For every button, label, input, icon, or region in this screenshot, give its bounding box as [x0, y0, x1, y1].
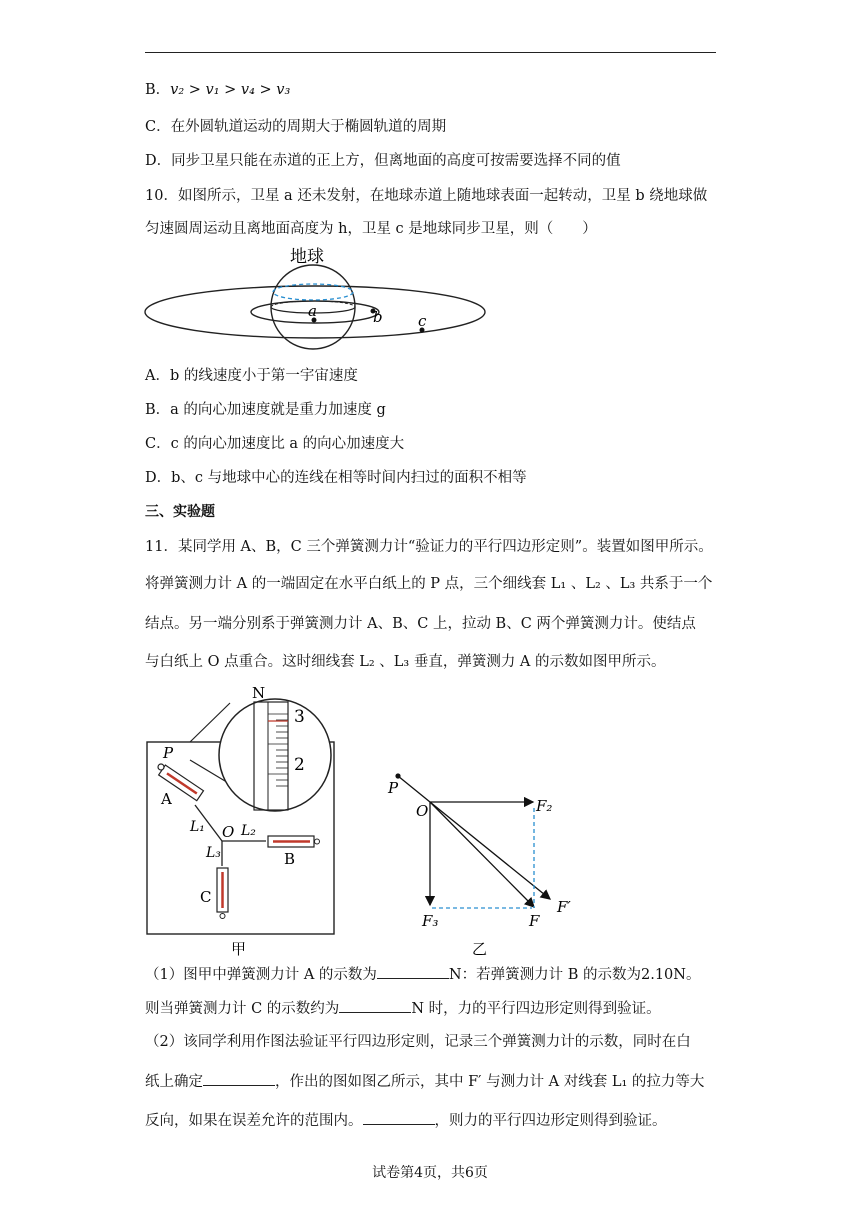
yi-arrow-Fprime	[430, 802, 550, 899]
q11-line1: 11．某同学用 A、B，C 三个弹簧测力计“验证力的平行四边形定则”。装置如图甲所示。	[145, 539, 713, 555]
q10-option-a: A．b 的线速度小于第一宇宙速度	[145, 368, 358, 384]
spring-scale-b	[268, 836, 320, 847]
jia-label-L1: L₁	[190, 819, 205, 835]
sub2-line2-text-b: ，作出的图如图乙所示，其中 F′ 与测力计 A 对线套 L₁ 的拉力等大	[275, 1074, 705, 1090]
sub1-text-a: （1）图甲中弹簧测力计 A 的示数为	[145, 967, 377, 983]
q11-line2: 将弹簧测力计 A 的一端固定在水平白纸上的 P 点，三个细线套 L₁ 、L₂ 、L₃ 共系于一个	[145, 576, 713, 592]
answer-blank-3[interactable]	[203, 1071, 275, 1086]
jia-label-P: P	[163, 744, 174, 762]
q10-orbit-figure	[140, 240, 500, 355]
sub2-line2-text-a: 纸上确定	[145, 1074, 203, 1090]
q9-option-b	[145, 80, 290, 100]
q11-line3: 结点。另一端分别系于弹簧测力计 A、B、C 上，拉动 B、C 两个弹簧测力计。使结点	[145, 616, 696, 632]
q10-option-b: B．a 的向心加速度就是重力加速度 g	[145, 402, 386, 418]
figure-jia	[140, 680, 340, 960]
sub2-line3-text-b: ，则力的平行四边形定则得到验证。	[434, 1113, 667, 1129]
spring-scale-c	[217, 868, 228, 919]
q10-option-c: C．c 的向心加速度比 a 的向心加速度大	[145, 436, 405, 452]
jia-caption: 甲	[231, 940, 247, 958]
answer-blank-1[interactable]	[377, 964, 449, 979]
q11-line4: 与白纸上 O 点重合。这时细线套 L₂ 、L₃ 垂直，弹簧测力 A 的示数如图甲所示。	[145, 654, 666, 670]
jia-label-L3: L₃	[206, 845, 221, 861]
yi-label-O: O	[416, 802, 429, 820]
jia-label-B: B	[284, 850, 296, 868]
sub1-line2-text-a: 则当弹簧测力计 C 的示数约为	[145, 1001, 340, 1017]
yi-label-F: F	[529, 912, 540, 930]
answer-blank-2[interactable]	[339, 998, 411, 1013]
option-formula: v₂ > v₁ > v₄ > v₃	[170, 82, 291, 98]
figure-yi	[380, 760, 590, 960]
earth-label: 地球	[290, 247, 324, 267]
label-c: c	[418, 312, 427, 330]
yi-line-PO	[398, 776, 430, 802]
jia-label-O: O	[222, 823, 235, 841]
q10-stem-line1: 10．如图所示，卫星 a 还未发射，在地球赤道上随地球表面一起转动，卫星 b 绕地球做	[145, 188, 708, 204]
yi-arrow-F	[430, 802, 534, 907]
label-b: b	[373, 308, 383, 326]
yi-label-F3: F₃	[422, 912, 439, 930]
magnifier-circle	[219, 699, 331, 811]
q11-sub2-line3	[145, 1110, 667, 1131]
jia-label-L2: L₂	[241, 823, 256, 839]
q11-sub1-line1	[145, 964, 700, 985]
q11-sub1-line2	[145, 998, 661, 1019]
header-rule	[145, 52, 716, 53]
point-P-ring	[158, 764, 164, 770]
scale-unit-N: N	[252, 684, 266, 702]
sub1-text-b: N：若弹簧测力计 B 的示数为2.10N。	[448, 967, 701, 983]
scale-tick-2: 2	[294, 755, 305, 775]
sub2-line3-text-a: 反向，如果在误差允许的范围内。	[145, 1113, 363, 1129]
q11-sub2-line2	[145, 1071, 704, 1092]
sub1-line2-text-b: N 时，力的平行四边形定则得到验证。	[411, 1001, 661, 1017]
section-title: 三、实验题	[145, 504, 215, 520]
yi-label-F2: F₂	[536, 797, 553, 815]
answer-blank-4[interactable]	[363, 1110, 435, 1125]
jia-label-A: A	[161, 790, 172, 808]
option-label: B．	[145, 82, 171, 98]
page-footer: 试卷第4页，共6页	[372, 1165, 488, 1181]
q9-option-d: D．同步卫星只能在赤道的正上方，但离地面的高度可按需要选择不同的值	[145, 153, 621, 169]
scale-tick-3: 3	[294, 707, 305, 727]
yi-caption: 乙	[472, 940, 488, 958]
q11-sub2-line1: （2）该同学利用作图法验证平行四边形定则，记录三个弹簧测力计的示数，同时在白	[145, 1034, 691, 1050]
q9-option-c: C．在外圆轨道运动的周期大于椭圆轨道的周期	[145, 119, 447, 135]
yi-label-P: P	[388, 779, 399, 797]
yi-label-Fprime: F′	[557, 898, 571, 916]
q10-stem-line2: 匀速圆周运动且离地面高度为 h，卫星 c 是地球同步卫星，则（ ）	[145, 221, 597, 237]
label-a: a	[308, 302, 317, 320]
q10-option-d: D．b、c 与地球中心的连线在相等时间内扫过的面积不相等	[145, 470, 527, 486]
jia-label-C: C	[200, 888, 212, 906]
